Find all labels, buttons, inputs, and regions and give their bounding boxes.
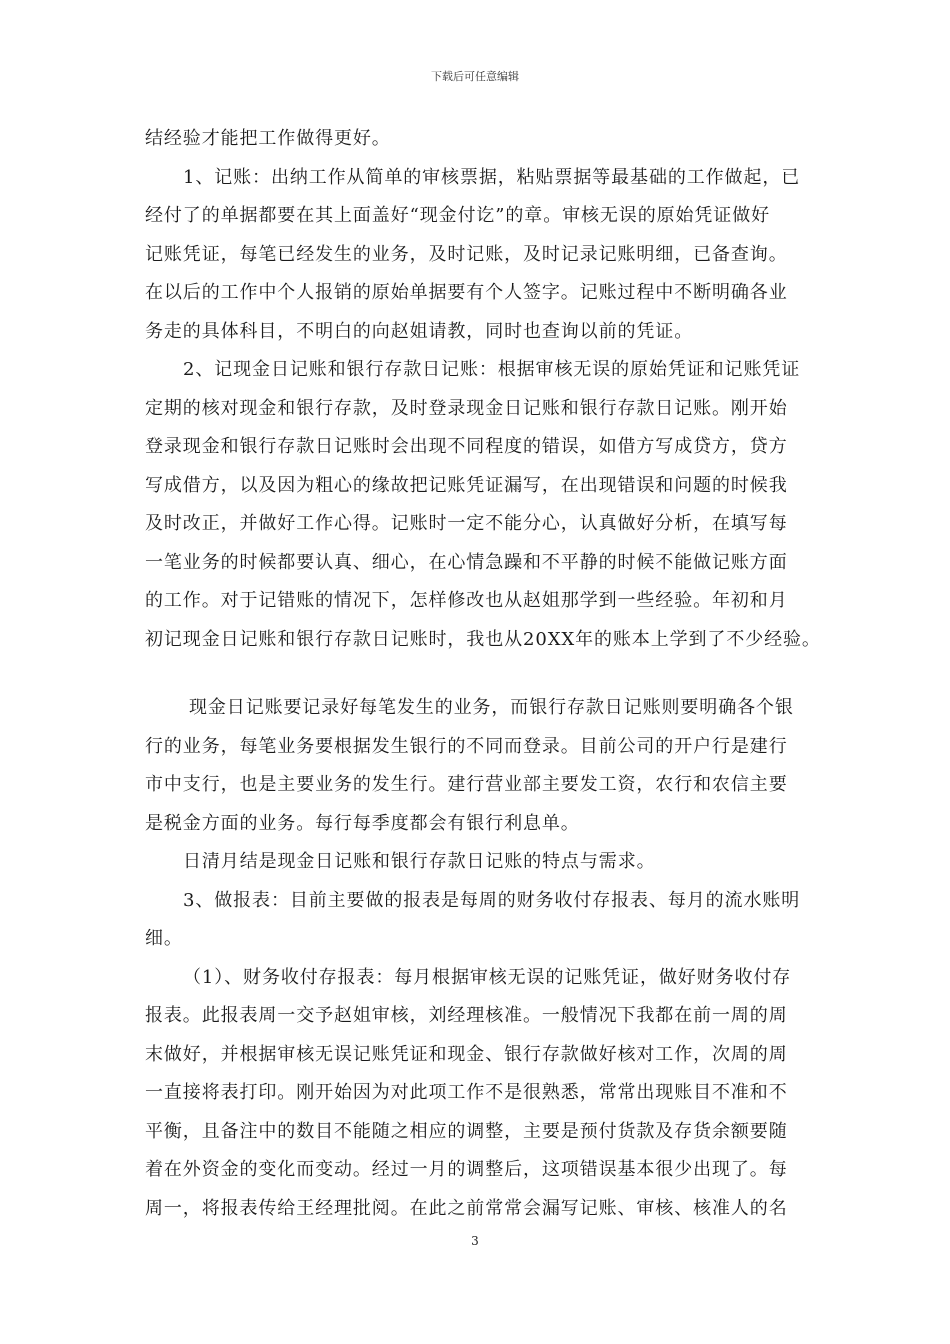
paragraph-line: 日清月结是现金日记账和银行存款日记账的特点与需求。 <box>183 851 656 872</box>
paragraph-line: 登录现金和银行存款日记账时会出现不同程度的错误，如借方写成贷方，贷方 <box>145 436 788 457</box>
paragraph-gap <box>145 659 807 689</box>
paragraph-line: 务走的具体科目，不明白的向赵姐请教，同时也查询以前的凭证。 <box>145 320 694 342</box>
paragraph-line: 市中支行，也是主要业务的发生行。建行营业部主要发工资，农行和农信主要 <box>145 774 788 795</box>
paragraph-line: 结经验才能把工作做得更好。 <box>145 128 391 149</box>
paragraph-line: 细。 <box>145 928 183 949</box>
paragraph-line: 2、记现金日记账和银行存款日记账：根据审核无误的原始凭证和记账凭证 <box>183 359 801 380</box>
paragraph-line: 平衡，且备注中的数目不能随之相应的调整，主要是预付货款及存货余额要随 <box>145 1120 788 1142</box>
paragraph-line: 记账凭证，每笔已经发生的业务，及时记账，及时记录记账明细，已备查询。 <box>145 243 788 265</box>
paragraph-line: 末做好，并根据审核无误记账凭证和现金、银行存款做好核对工作，次周的周 <box>145 1043 788 1065</box>
paragraph-line: 及时改正，并做好工作心得。记账时一定不能分心，认真做好分析，在填写每 <box>145 513 788 534</box>
paragraph-line: 报表。此报表周一交予赵姐审核，刘经理核准。一般情况下我都在前一周的周 <box>145 1005 788 1026</box>
paragraph-line: 在以后的工作中个人报销的原始单据要有个人签字。记账过程中不断明确各业 <box>145 282 788 303</box>
paragraph-line: 的工作。对于记错账的情况下，怎样修改也从赵姐那学到一些经验。年初和月 <box>145 590 788 611</box>
paragraph-line: 经付了的单据都要在其上面盖好“现金付讫”的章。审核无误的原始凭证做好 <box>145 205 771 226</box>
paragraph-line: 是税金方面的业务。每行每季度都会有银行利息单。 <box>145 812 580 834</box>
paragraph-line: 写成借方，以及因为粗心的缘故把记账凭证漏写，在出现错误和问题的时候我 <box>145 474 788 496</box>
paragraph-line: 初记现金日记账和银行存款日记账时，我也从20XX年的账本上学到了不少经验。 <box>145 628 821 650</box>
document-body <box>145 120 821 1228</box>
paragraph-line: 1、记账：出纳工作从简单的审核票据，粘贴票据等最基础的工作做起，已 <box>183 166 801 188</box>
paragraph-line: （1）、财务收付存报表：每月根据审核无误的记账凭证，做好财务收付存 <box>183 966 792 988</box>
page-header: 下载后可任意编辑 <box>431 70 519 83</box>
paragraph-line: 定期的核对现金和银行存款，及时登录现金日记账和银行存款日记账。刚开始 <box>145 397 788 419</box>
paragraph-line: 着在外资金的变化而变动。经过一月的调整后，这项错误基本很少出现了。每 <box>145 1159 788 1180</box>
paragraph-line: 现金日记账要记录好每笔发生的业务，而银行存款日记账则要明确各个银 <box>189 697 794 718</box>
paragraph-line: 周一，将报表传给王经理批阅。在此之前常常会漏写记账、审核、核准人的名 <box>145 1197 788 1219</box>
paragraph-line: 一笔业务的时候都要认真、细心，在心情急躁和不平静的时候不能做记账方面 <box>145 551 788 573</box>
paragraph-line: 一直接将表打印。刚开始因为对此项工作不是很熟悉，常常出现账目不准和不 <box>145 1082 788 1103</box>
page-number: 3 <box>471 1234 479 1248</box>
paragraph-line: 行的业务，每笔业务要根据发生银行的不同而登录。目前公司的开户行是建行 <box>145 735 788 757</box>
paragraph-line: 3、做报表：目前主要做的报表是每周的财务收付存报表、每月的流水账明 <box>183 889 801 911</box>
